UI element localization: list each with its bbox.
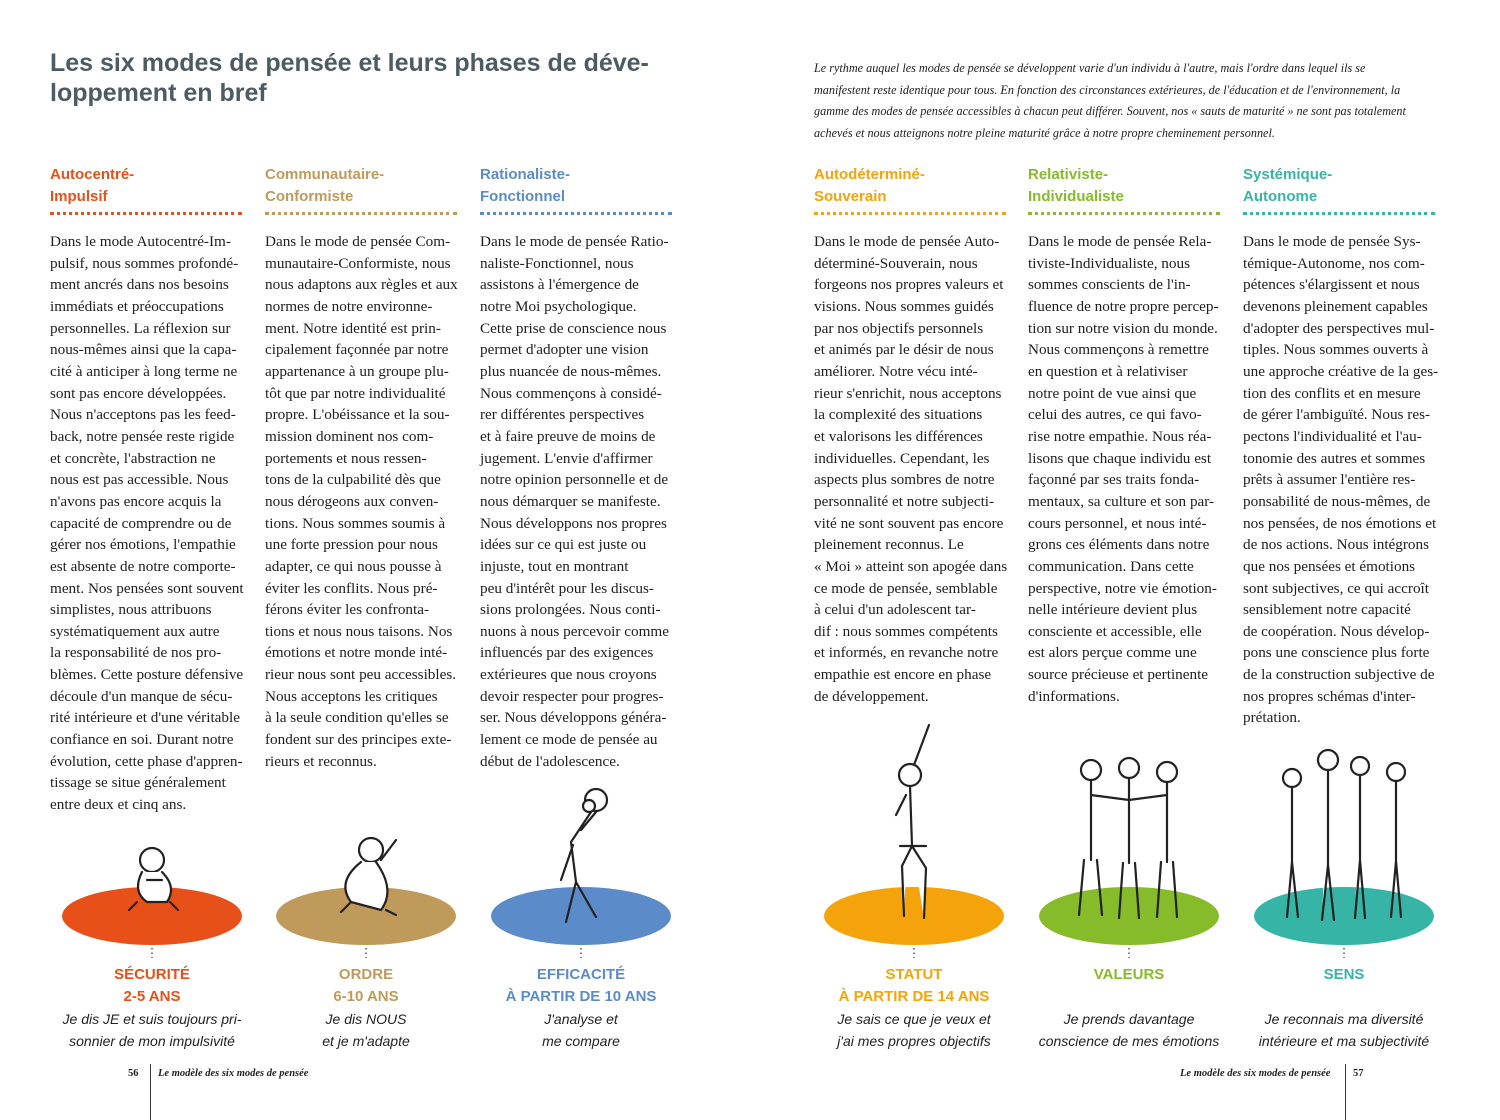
- colored-disc: [491, 887, 671, 945]
- mode-column: [480, 164, 685, 772]
- stage-quote: Je sais ce que je veux et j'ai mes propres objectifs: [837, 1011, 991, 1049]
- colored-disc: [1039, 887, 1219, 945]
- stage-quote: J'analyse et me compare: [542, 1011, 620, 1049]
- running-title-right: Le modèle des six modes de pensée: [1180, 1068, 1331, 1079]
- stage-label: VALEURS: [1093, 966, 1165, 983]
- stage-label: EFFICACITÉ: [536, 966, 626, 983]
- page-title: Les six modes de pensée et leurs phases de déve- loppement en bref: [50, 49, 649, 107]
- dotted-divider: [1028, 212, 1220, 215]
- figure-group-of-three: [1029, 720, 1229, 960]
- figure-group-of-four: [1244, 720, 1444, 960]
- dotted-divider: [480, 212, 672, 215]
- stage-label: STATUT: [885, 966, 943, 983]
- mode-column: [814, 164, 1019, 707]
- dotted-divider: [50, 212, 242, 215]
- stage-caption: [1239, 964, 1449, 1052]
- stage-age: [1239, 986, 1449, 1008]
- figure-crouching-girl: [266, 720, 466, 960]
- stage-quote: Je reconnais ma diversité intérieure et ma subjectivité: [1258, 1011, 1430, 1049]
- mode-heading: Systémique- Autonome: [1243, 166, 1333, 205]
- mode-description: Dans le mode de pensée Com- munautaire-Conformiste, nous nous adaptons aux règles et aux normes de notre environne- ment. Notre identité est prin- cipalement façonnée par notre appartenance à un groupe plu- tôt que par notre individualité propre. L'obéissance et la sou- mission dominent nos com- portements et nous ressen- tons de la culpabilité dès que nous dérogeons aux conven- tions. Nous sommes soumis à une forte pression pour nous adapter, ce qui nous pousse à éviter les conflits. Nous pré- férons éviter les confronta- tions et nous nous taisons. Nos émotions et notre monde inté- rieur nous sont peu accessibles. Nous acceptons les critiques à la seule condition qu'elles se fondent sur des principes exte- rieurs et reconnus.: [265, 233, 458, 770]
- figure-boy-with-magnifier: [481, 720, 681, 960]
- stage-caption: [476, 964, 686, 1052]
- stage-quote: Je dis JE et suis toujours pri- sonnier de mon impulsivité: [62, 1011, 242, 1049]
- stage-age: [1024, 986, 1234, 1008]
- stage-caption: [809, 964, 1019, 1052]
- stage-quote: Je prends davantage conscience de mes émotions: [1038, 1011, 1220, 1049]
- dotted-divider: [1243, 212, 1435, 215]
- mode-description: Dans le mode de pensée Rela- tiviste-Individualiste, nous sommes conscients de l'in- fluence de notre propre percep- tion sur notre vision du monde. Nous commençons à remettre en question et à relativiser notre point de vue ainsi que celui des autres, ce qui favo- rise notre empathie. Nous réa- lisons que chaque individu est façonné par ses traits fonda- mentaux, sa culture et son par- cours personnel, et nous inté- grons ces éléments dans notre communication. Dans cette perspective, notre vie émotion- nelle intérieure devient plus consciente et accessible, elle est alors perçue comme une source précieuse et pertinente d'informations.: [1028, 233, 1219, 705]
- colored-disc: [1254, 887, 1434, 945]
- stage-age: À PARTIR DE 10 ANS: [505, 988, 657, 1005]
- stage-quote: Je dis NOUS et je m'adapte: [322, 1011, 410, 1049]
- footer-divider: [1345, 1064, 1346, 1120]
- mode-description: Dans le mode de pensée Sys- témique-Autonome, nos com- pétences s'élargissent et nous devenons pleinement capables d'adopter des perspectives mul- tiples. Nous sommes ouverts à une approche créative de la ges- tion des conflits et en mesure de gérer l'ambiguïté. Nous res- pectons l'individualité et l'au- tonomie des autres et sommes prêts à assumer l'entière res- ponsabilité de nous-mêmes, de nos pensées, de nos émotions et de nos actions. Nous intégrons que nos pensées et émotions sont subjectives, ce qui accroît sensiblement notre capacité de coopération. Nous dévelop- pons une conscience plus forte de la construction subjective de nos propres schémas d'inter- prétation.: [1243, 233, 1439, 727]
- stage-caption: [261, 964, 471, 1052]
- mode-description: Dans le mode de pensée Auto- déterminé-Souverain, nous forgeons nos propres valeurs et visions. Nous sommes guidés par nos objectifs personnels et animés par le désir de nous améliorer. Notre vécu inté- rieur s'enrichit, nous acceptons la complexité des situations et valorisons les différences individuelles. Cependant, les aspects plus sombres de notre personnalité et notre subjecti- vité ne sont souvent pas encore pleinement reconnus. Le « Moi » atteint son apogée dans ce mode de pensée, semblable à celui d'un adolescent tar- dif : nous sommes compétents et informés, en revanche notre empathie est encore en phase de développement.: [814, 233, 1008, 705]
- stage-caption: [47, 964, 257, 1052]
- footer-divider: [150, 1064, 151, 1120]
- figure-teen-raising-arm: [814, 720, 1014, 960]
- mode-heading: Communautaire- Conformiste: [265, 166, 385, 205]
- mode-heading: Autodéterminé- Souverain: [814, 166, 925, 205]
- intro-text: Le rythme auquel les modes de pensée se développent varie d'un individu à l'autre, mais l'ordre dans lequel ils se manifestent reste identique pour tous. En fonction des circonstances extérieures, de l'éducation et de l'environnement, la gamme des modes de pensée accessibles à chacun peut différer. Souvent, nos « sauts de maturité » ne sont pas totalement achevés et nous atteignons notre pleine maturité grâce à notre propre cheminement personnel.: [814, 61, 1406, 141]
- stage-label: SÉCURITÉ: [114, 966, 190, 983]
- stage-age: À PARTIR DE 14 ANS: [838, 988, 990, 1005]
- running-title-left: Le modèle des six modes de pensée: [158, 1068, 309, 1079]
- mode-heading: Relativiste- Individualiste: [1028, 166, 1124, 205]
- stage-age: 6-10 ANS: [333, 988, 399, 1005]
- mode-column: [1028, 164, 1233, 707]
- stage-label: ORDRE: [338, 966, 394, 983]
- dotted-divider: [814, 212, 1006, 215]
- page-number-left: 56: [128, 1068, 139, 1079]
- dotted-divider: [265, 212, 457, 215]
- mode-column: [265, 164, 470, 772]
- stage-caption: [1024, 964, 1234, 1052]
- mode-description: Dans le mode de pensée Ratio- naliste-Fonctionnel, nous assistons à l'émergence de notre Moi psychologique. Cette prise de conscience nous permet d'adopter une vision plus nuancée de nous-mêmes. Nous commençons à considé- rer différentes perspectives et à faire preuve de moins de jugement. L'envie d'affirmer notre opinion personnelle et de nous démarquer se manifeste. Nous développons nos propres idées sur ce qui est juste ou injuste, tout en montrant peu d'intérêt pour les discus- sions prolongées. Nous conti- nuons à nous percevoir comme influencés par des exigences extérieures que nous croyons devoir respecter pour progres- ser. Nous développons généra- lement ce mode de pensée au début de l'adolescence.: [480, 233, 669, 770]
- mode-column: [50, 164, 255, 816]
- mode-column: [1243, 164, 1448, 729]
- stage-age: 2-5 ANS: [123, 988, 181, 1005]
- figure-crouching-child: [52, 720, 252, 960]
- stage-label: SENS: [1323, 966, 1365, 983]
- page-number-right: 57: [1353, 1068, 1364, 1079]
- mode-heading: Autocentré- Impulsif: [50, 166, 135, 205]
- mode-description: Dans le mode Autocentré-Im- pulsif, nous sommes profondé- ment ancrés dans nos besoins immédiats et préoccupations personnelles. La réflexion sur nous-mêmes ainsi que la capa- cité à anticiper à long terme ne sont pas encore développées. Nous n'acceptons pas les feed- back, notre pensée reste rigide et concrète, l'abstraction ne nous est pas accessible. Nous n'avons pas encore acquis la capacité de comprendre ou de gérer nos émotions, l'empathie est absente de notre comporte- ment. Nos pensées sont souvent simplistes, nous attribuons systématiquement aux autre la responsabilité de nos pro- blèmes. Cette posture défensive découle d'un manque de sécu- rité intérieure et d'une véritable confiance en soi. Durant notre évolution, cette phase d'appren- tissage se situe généralement entre deux et cinq ans.: [50, 233, 244, 814]
- mode-heading: Rationaliste- Fonctionnel: [480, 166, 571, 205]
- colored-disc: [824, 887, 1004, 945]
